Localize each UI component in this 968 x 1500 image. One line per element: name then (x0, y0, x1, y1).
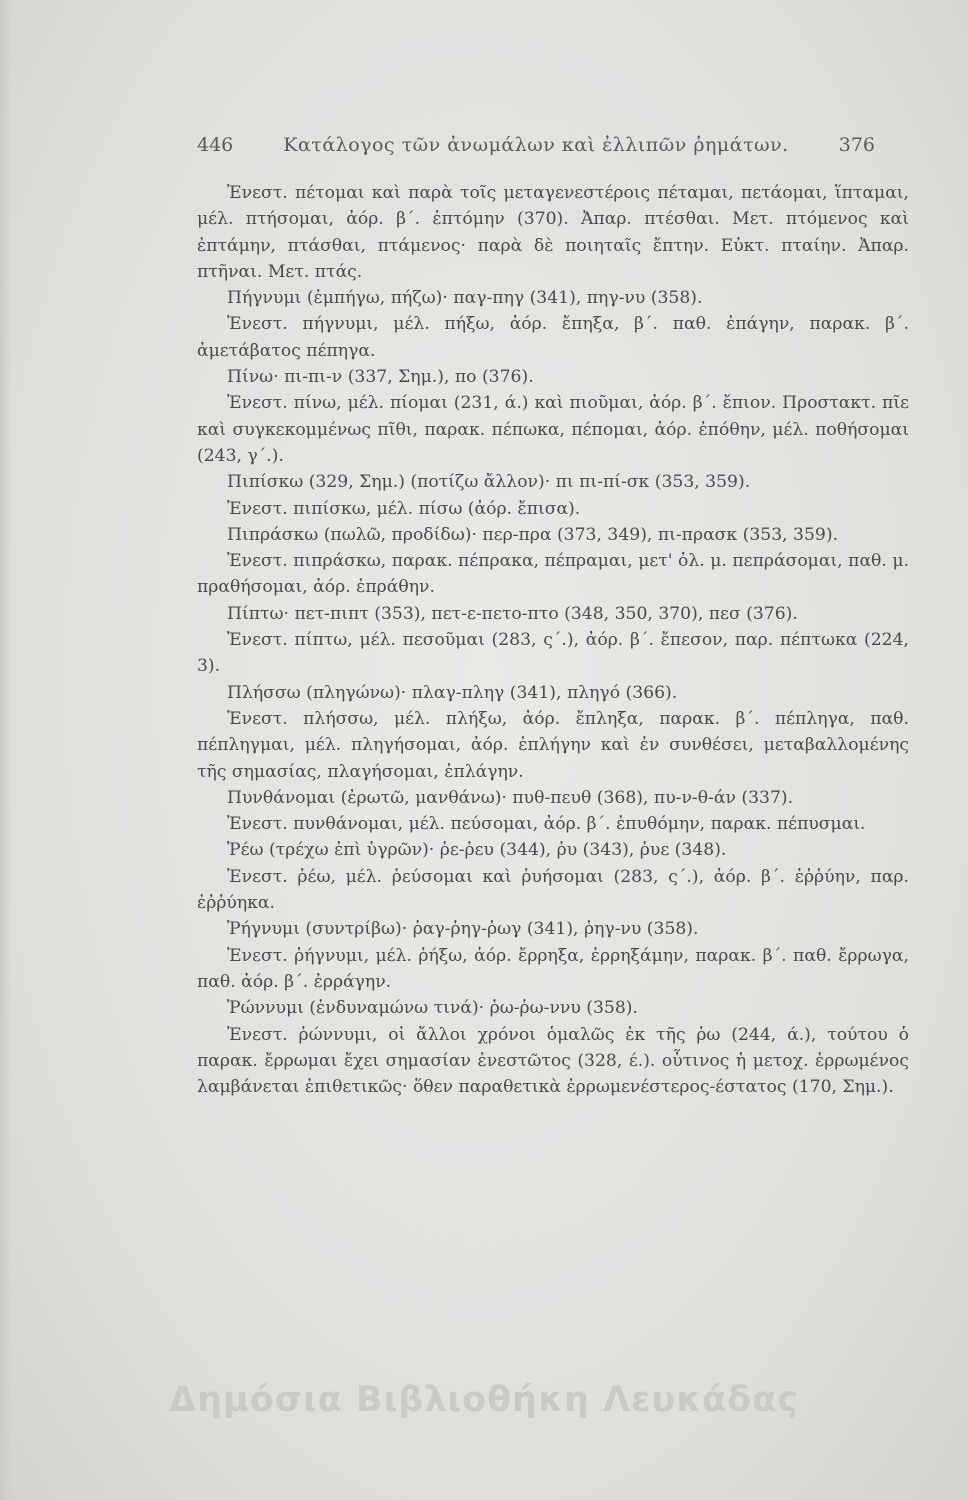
library-watermark: Δημόσια Βιβλιοθήκη Λευκάδας (168, 1380, 799, 1420)
paragraph: Ῥήγνυμι (συντρίβω)· ῥαγ-ῥηγ-ῥωγ (341), ῥηγ-νυ (358). (227, 919, 699, 940)
page-edge-shadow (0, 0, 12, 1500)
paragraph: Ἐνεστ. πιπίσκω, μέλ. πίσω (ἀόρ. ἔπισα). (227, 498, 581, 519)
section-number: 376 (838, 134, 875, 156)
paragraph: Ἐνεστ. ῥέω, μέλ. ῥεύσομαι καὶ ῥυήσομαι (283, ς΄.), ἀόρ. β΄. ἐῤῥύην, παρ. ἐῤῥύηκα. (197, 866, 909, 914)
page-body (197, 180, 909, 1100)
paragraph: Ἐνεστ. ῥώννυμι, οἱ ἄλλοι χρόνοι ὁμαλῶς ἐκ τῆς ῥω (244, ά.), τούτου ὁ παρακ. ἔρρωμαι ἔχει σημασίαν ἐνεστῶτος (328, έ.). οὗτινος ἡ μετοχ. ἐρρωμένος λαμβάνεται ἐπιθετικῶς· ὅθεν παραθετικὰ ἐρρωμενέστερος-έστατος (170, Σημ.). (197, 1024, 909, 1098)
paragraph: Ἐνεστ. ῥήγνυμι, μέλ. ῥήξω, ἀόρ. ἔρρηξα, ἐρρηξάμην, παρακ. β΄. παθ. ἔρρωγα, παθ. ἀόρ. β΄. ἐρράγην. (197, 945, 909, 992)
paragraph: Ἐνεστ. πήγνυμι, μέλ. πήξω, ἀόρ. ἔπηξα, β΄. παθ. ἐπάγην, παρακ. β΄. ἀμετάβατος πέπηγα. (197, 314, 909, 361)
paragraph: Πιπράσκω (πωλῶ, προδίδω)· περ-πρα (373, 349), πι-πρασκ (353, 359). (227, 524, 839, 545)
paragraph: Πυνθάνομαι (ἐρωτῶ, μανθάνω)· πυθ-πευθ (368), πυ-ν-θ-άν (337). (227, 787, 794, 808)
paragraph: Ἐνεστ. πιπράσκω, παρακ. πέπρακα, πέπραμαι, μετ' ὀλ. μ. πεπράσομαι, παθ. μ. πραθήσομαι, ἀόρ. ἐπράθην. (197, 551, 909, 598)
paragraph: Πλήσσω (πληγώνω)· πλαγ-πληγ (341), πληγό (366). (227, 682, 678, 703)
paragraph: Ἐνεστ. πέτομαι καὶ παρὰ τοῖς μεταγενεστέροις πέταμαι, πετάομαι, ἵπταμαι, μέλ. πτήσομαι, ἀόρ. β΄. ἐπτόμην (370). Ἀπαρ. πτέσθαι. Μετ. πτόμενος καὶ ἐπτάμην, πτάσθαι, πτάμενος· παρὰ δὲ ποιηταῖς ἔπτην. Εὐκτ. πταίην. Ἀπαρ. πτῆναι. Μετ. πτάς. (197, 183, 909, 282)
paragraph: Ἐνεστ. πυνθάνομαι, μέλ. πεύσομαι, ἀόρ. β΄. ἐπυθόμην, παρακ. πέπυσμαι. (227, 814, 866, 835)
paragraph: Πίπτω· πετ-πιπτ (353), πετ-ε-πετο-πτο (348, 350, 370), πεσ (376). (227, 603, 798, 624)
paragraph: Πήγνυμι (ἐμπήγω, πήζω)· παγ-πηγ (341), πηγ-νυ (358). (227, 288, 703, 309)
paragraph: Ῥώννυμι (ἐνδυναμώνω τινά)· ῥω-ῥω-ννυ (358). (227, 998, 638, 1019)
paragraph: Ἐνεστ. πίνω, μέλ. πίομαι (231, ά.) καὶ πιοῦμαι, ἀόρ. β΄. ἔπιον. Προστακτ. πῖε καὶ συγκεκομμένως πῖθι, παρακ. πέπωκα, πέπομαι, ἀόρ. ἐπόθην, μέλ. ποθήσομαι (243, γ΄.). (197, 393, 909, 466)
paragraph: Πίνω· πι-πι-ν (337, Σημ.), πο (376). (227, 367, 534, 388)
running-header (197, 134, 875, 170)
paragraph: Ἐνεστ. πίπτω, μέλ. πεσοῦμαι (283, ς΄.), ἀόρ. β΄. ἔπεσον, παρ. πέπτωκα (224, 3). (197, 630, 909, 677)
paragraph: Ῥέω (τρέχω ἐπὶ ὑγρῶν)· ῥε-ῥευ (344), ῥυ (343), ῥυε (348). (227, 840, 727, 861)
paragraph: Ἐνεστ. πλήσσω, μέλ. πλήξω, ἀόρ. ἔπληξα, παρακ. β΄. πέπληγα, παθ. πέπληγμαι, μέλ. πληγήσομαι, ἀόρ. ἐπλήγην καὶ ἐν συνθέσει, μεταβαλλομένης τῆς σημασίας, πλαγήσομαι, ἐπλάγην. (197, 708, 909, 782)
paragraph: Πιπίσκω (329, Σημ.) (ποτίζω ἄλλον)· πι πι-πί-σκ (353, 359). (227, 472, 751, 493)
page-number: 446 (197, 134, 234, 156)
running-title: Κατάλογος τῶν ἀνωμάλων καὶ ἐλλιπῶν ῥημάτων. (283, 134, 789, 156)
